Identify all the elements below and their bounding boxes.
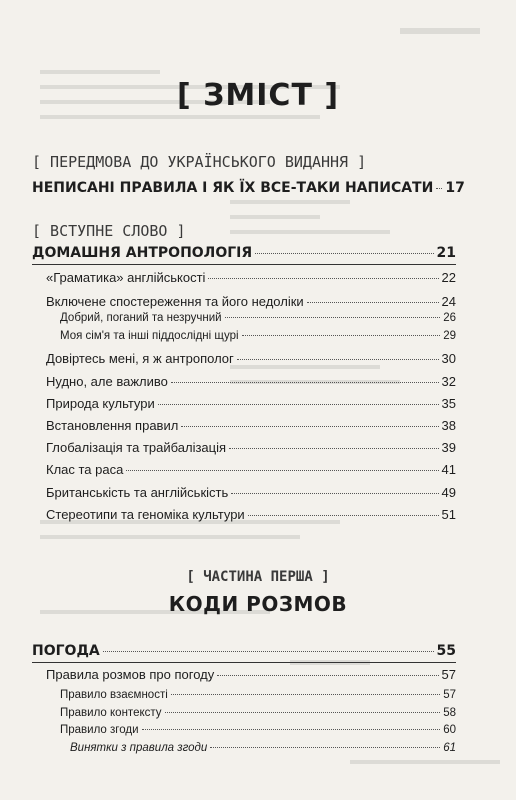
leader-dots [171,694,440,695]
chapter-underline [32,264,456,265]
leader-dots [142,729,441,730]
section-label-foreword: [ ПЕРЕДМОВА ДО УКРАЇНСЬКОГО ВИДАННЯ ] [32,153,367,171]
part-title: КОДИ РОЗМОВ [168,592,348,616]
leader-dots [217,675,438,676]
toc-page-number: 57 [443,689,456,701]
toc-subsubentry[interactable] [70,742,456,754]
part-label: [ ЧАСТИНА ПЕРША ] [186,569,330,585]
toc-page-number: 22 [441,270,456,285]
toc-entry[interactable] [46,667,456,682]
toc-entry-title: Довіртесь мені, я ж антрополог [46,351,234,366]
toc-entry[interactable] [46,270,456,285]
leader-dots [229,448,438,449]
toc-entry-title: Глобалізація та трайбалізація [46,440,227,455]
toc-chapter-title: НЕПИСАНІ ПРАВИЛА І ЯК ЇХ ВСЕ-ТАКИ НАПИСАТИ [32,180,434,196]
toc-entry[interactable] [46,396,456,411]
leader-dots [126,470,438,471]
leader-dots [210,747,440,748]
toc-entry-title: Встановлення правил [46,418,179,433]
toc-entry-title: Винятки з правила згоди [70,742,208,754]
toc-page-number: 24 [441,294,456,309]
toc-chapter-intro[interactable] [32,245,456,261]
toc-page-number: 32 [441,374,456,389]
toc-page-number: 60 [443,724,456,736]
leader-dots [255,253,433,254]
toc-page-number: 41 [441,462,456,477]
toc-chapter-foreword[interactable] [32,180,465,196]
toc-page-number: 29 [443,330,456,342]
toc-page-number: 55 [436,643,456,659]
toc-entry[interactable] [46,485,456,500]
toc-subentry[interactable] [60,724,456,736]
leader-dots [158,404,439,405]
leader-dots [171,382,439,383]
leader-dots [225,317,441,318]
toc-entry-title: Моя сім'я та інші піддослідні щурі [60,330,239,342]
toc-entry[interactable] [46,374,456,389]
toc-entry-title: Включене спостереження та його недоліки [46,294,304,309]
toc-entry[interactable] [46,440,456,455]
toc-entry[interactable] [46,462,456,477]
section-label-intro: [ ВСТУПНЕ СЛОВО ] [32,222,186,240]
toc-subentry[interactable] [60,707,456,719]
toc-entry-title: Стереотипи та геноміка культури [46,507,245,522]
toc-entry-title: Правила розмов про погоду [46,667,215,682]
toc-entry-title: Правило згоди [60,724,139,736]
toc-entry-title: Природа культури [46,396,155,411]
toc-entry-title: Добрий, поганий та незручний [60,312,222,324]
toc-page-number: 30 [441,351,456,366]
toc-page-number: 21 [436,245,456,261]
leader-dots [165,712,441,713]
toc-entry[interactable] [46,507,456,522]
toc-page-number: 39 [441,440,456,455]
toc-entry-title: Правило взаємності [60,689,168,701]
toc-entry-title: Нудно, але важливо [46,374,168,389]
leader-dots [307,302,439,303]
toc-entry[interactable] [46,351,456,366]
toc-chapter-title: ДОМАШНЯ АНТРОПОЛОГІЯ [32,245,253,261]
chapter-underline [32,662,456,663]
toc-page-number: 35 [441,396,456,411]
toc-entry-title: Клас та раса [46,462,124,477]
page-title: [ ЗМІСТ ] [176,78,340,113]
leader-dots [237,359,439,360]
toc-chapter-weather[interactable] [32,643,456,659]
leader-dots [181,426,438,427]
leader-dots [231,493,438,494]
toc-entry[interactable] [46,294,456,309]
toc-page-number: 49 [441,485,456,500]
toc-page-number: 17 [445,180,465,196]
toc-page-number: 57 [441,667,456,682]
toc-subentry[interactable] [60,330,456,342]
toc-entry-title: Британськість та англійськість [46,485,229,500]
leader-dots [242,335,441,336]
leader-dots [436,188,442,189]
toc-chapter-title: ПОГОДА [32,643,100,659]
toc-page-number: 26 [443,312,456,324]
toc-page-number: 38 [441,418,456,433]
toc-page-number: 51 [441,507,456,522]
toc-subentry[interactable] [60,689,456,701]
toc-subentry[interactable] [60,312,456,324]
leader-dots [103,651,434,652]
toc-page-number: 58 [443,707,456,719]
toc-entry[interactable] [46,418,456,433]
leader-dots [248,515,439,516]
leader-dots [208,278,438,279]
toc-entry-title: «Граматика» англійськості [46,270,206,285]
toc-page-number: 61 [443,742,456,754]
toc-entry-title: Правило контексту [60,707,162,719]
